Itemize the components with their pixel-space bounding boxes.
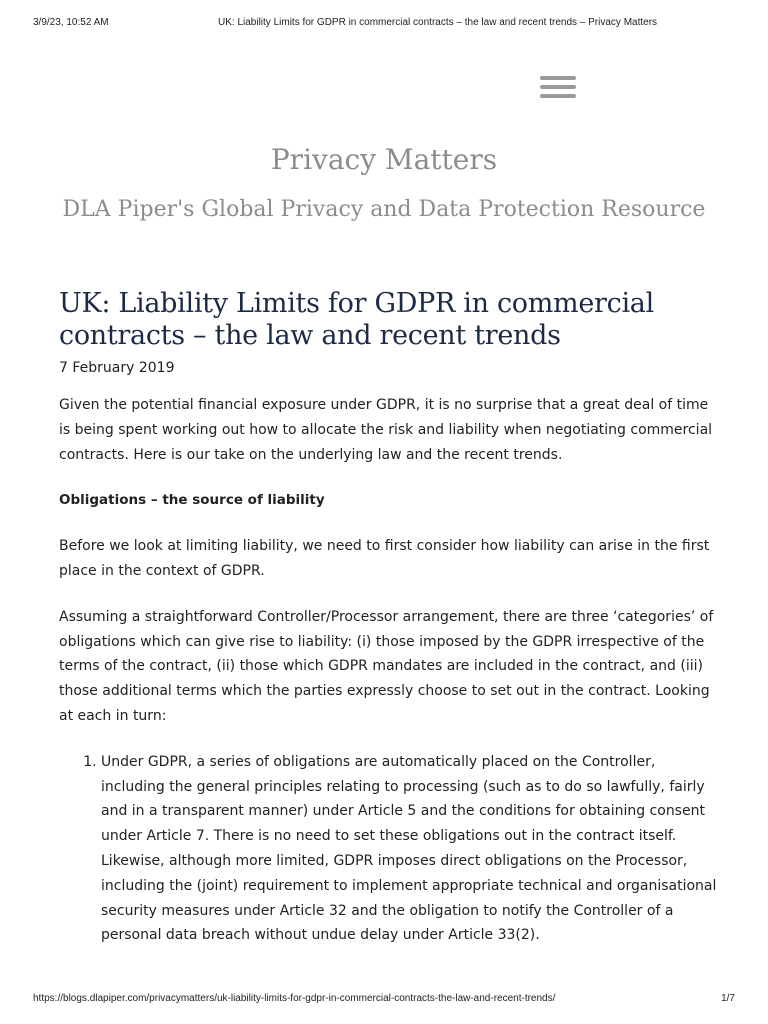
post-date: 7 February 2019: [59, 360, 175, 376]
site-tagline: DLA Piper's Global Privacy and Data Protection Resource: [62, 197, 706, 222]
post-title: UK: Liability Limits for GDPR in commercial contracts – the law and recent trends: [59, 288, 654, 351]
obligations-list: [59, 750, 719, 948]
post-content: [59, 393, 719, 948]
site-title[interactable]: Privacy Matters: [270, 143, 498, 176]
menu-bar-top: [540, 76, 576, 80]
section-heading: Obligations – the source of liability: [59, 492, 325, 509]
body-paragraph-1: Before we look at limiting liability, we need to first consider how liability can arise in the first place in the context of GDPR.: [59, 538, 710, 579]
print-footer: [33, 993, 735, 1007]
print-url: https://blogs.dlapiper.com/privacymatters/uk-liability-limits-for-gdpr-in-commercial-contracts-the-law-and-recent-trends/: [33, 993, 556, 1004]
list-item: 1. Under GDPR, a series of obligations are automatically placed on the Controller, including the general principles relating to processing (such as to do so lawfully, fairly and in a transparent manner) under Article 5 and the conditions for obtaining consent under Article 7. There is no need to set these obligations out in the contract itself. Likewise, although more limited, GDPR imposes direct obligations on the Processor, including the (joint) requirement to implement appropriate technical and organisational security measures under Article 32 and the obligation to notify the Controller of a personal data breach without undue delay under Article 33(2).: [101, 750, 719, 948]
body-paragraph-2: Assuming a straightforward Controller/Processor arrangement, there are three ‘categories’ of obligations which can give rise to liability: (i) those imposed by the GDPR irrespective of the terms of the contract, (ii) those which GDPR mandates are included in the contract, and (iii) those additional terms which the parties expressly choose to set out in the contract. Looking at each in turn:: [59, 608, 714, 724]
print-page-title: UK: Liability Limits for GDPR in commercial contracts – the law and recent trends – Privacy Matters: [218, 17, 658, 28]
intro-paragraph: Given the potential financial exposure under GDPR, it is no surprise that a great deal of time is being spent working out how to allocate the risk and liability when negotiating commercial contracts. Here is our take on the underlying law and the recent trends.: [59, 397, 713, 463]
hamburger-menu-icon[interactable]: [540, 76, 576, 100]
print-page-number: 1/7: [721, 993, 735, 1004]
print-datetime: 3/9/23, 10:52 AM: [33, 17, 109, 28]
print-header: [33, 17, 735, 31]
menu-bar-middle: [540, 85, 576, 89]
menu-bar-bottom: [540, 94, 576, 98]
